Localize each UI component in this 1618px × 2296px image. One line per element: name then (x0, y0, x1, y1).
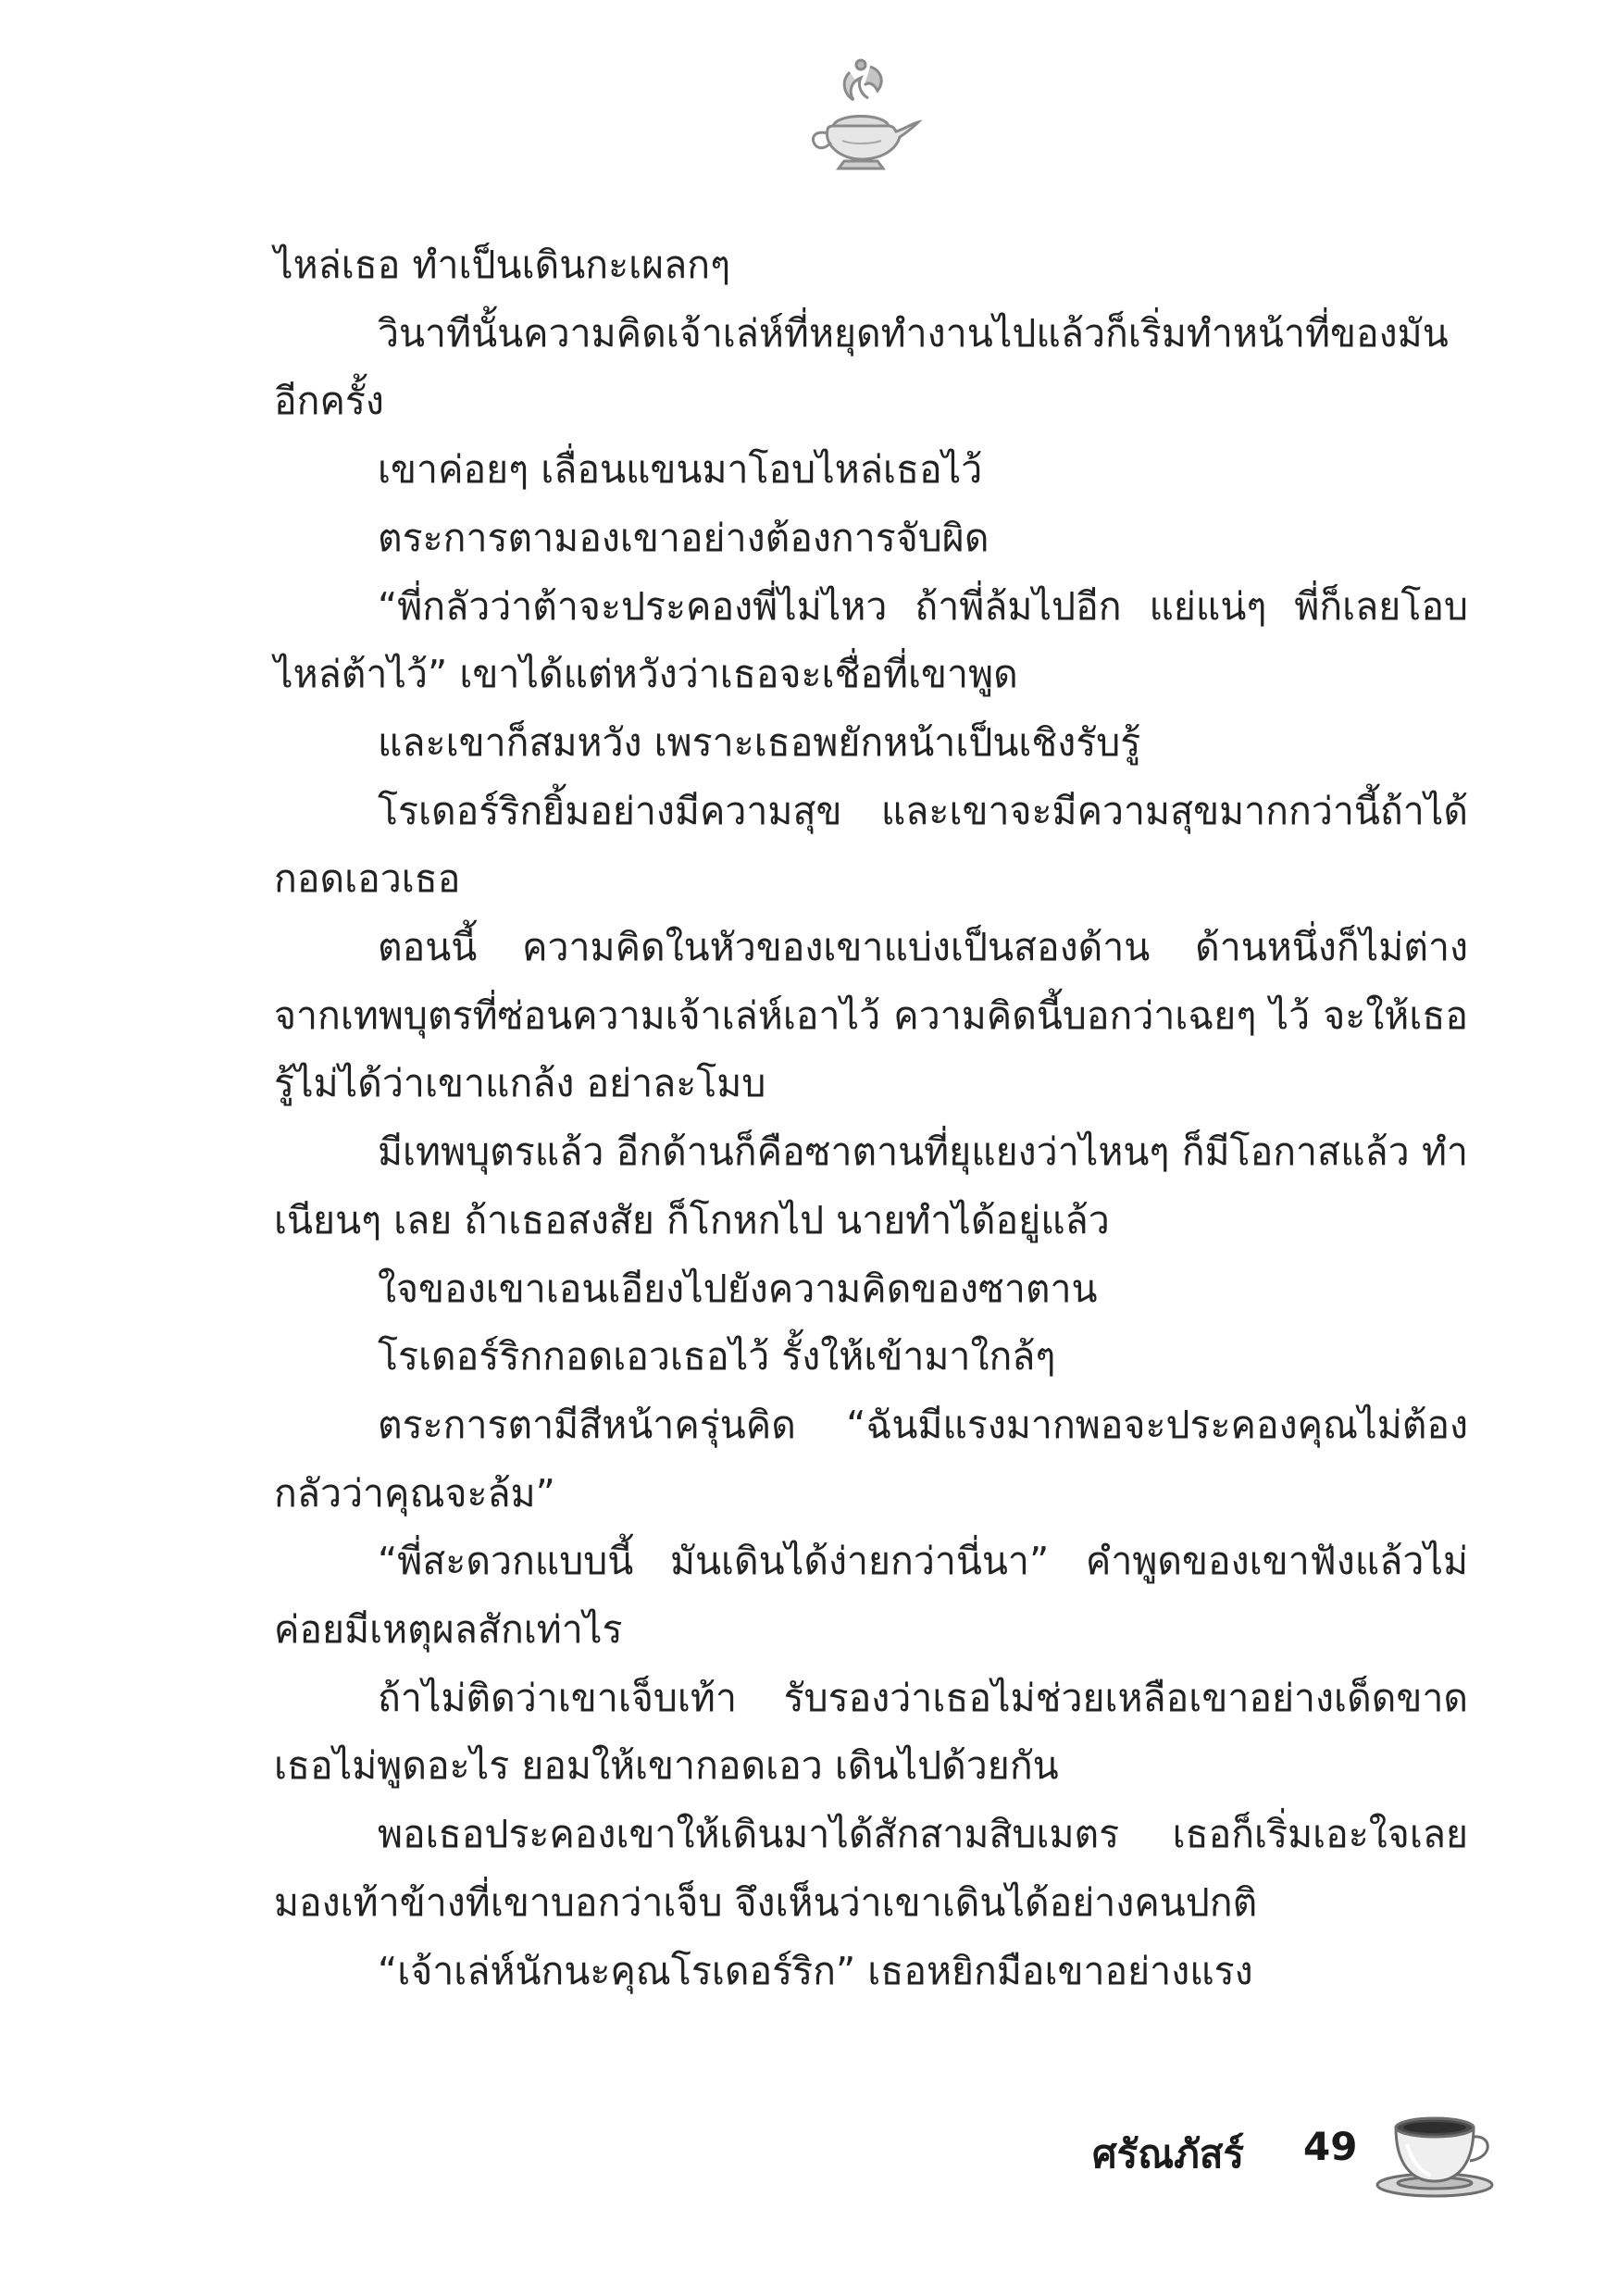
paragraph: มีเทพบุตรแล้ว อีกด้านก็คือซาตานที่ยุแยงว่าไหนๆ ก็มีโอกาสแล้ว ทำเนียนๆ เลย ถ้าเธอสงสัย ก็โกหกไป นายทำได้อยู่แล้ว (274, 1129, 1468, 1242)
paragraph: วินาทีนั้นความคิดเจ้าเล่ห์ที่หยุดทำงานไปแล้วก็เริ่มทำหน้าที่ของมันอีกครั้ง (274, 310, 1449, 424)
paragraph: โรเดอร์ริกกอดเอวเธอไว้ รั้งให้เข้ามาใกล้ๆ (378, 1334, 1056, 1379)
coffee-cup-icon (1370, 2107, 1500, 2200)
page-number: 49 (1303, 2124, 1358, 2169)
paragraph: เขาค่อยๆ เลื่อนแขนมาโอบไหล่เธอไว้ (378, 447, 983, 493)
paragraph: “พี่สะดวกแบบนี้ มันเดินได้ง่ายกว่านี่นา” คำพูดของเขาฟังแล้วไม่ค่อยมีเหตุผลสักเท่าไร (274, 1539, 1468, 1653)
paragraph: ไหล่เธอ ทำเป็นเดินกะเผลกๆ (274, 243, 731, 287)
paragraph: และเขาก็สมหวัง เพราะเธอพยักหน้าเป็นเชิงรับรู้ (378, 719, 1141, 765)
paragraph: พอเธอประคองเขาให้เดินมาได้สักสามสิบเมตร เธอก็เริ่มเอะใจเลยมองเท้าข้างที่เขาบอกว่าเจ็บ จึงเห็นว่าเขาเดินได้อย่างคนปกติ (274, 1812, 1468, 1925)
paragraph: “พี่กลัวว่าต้าจะประคองพี่ไม่ไหว ถ้าพี่ล้มไปอีก แย่แน่ๆ พี่ก็เลยโอบไหล่ต้าไว้” เขาได้แต่หวังว่าเธอจะเชื่อที่เขาพูด (274, 583, 1468, 697)
story-text (274, 231, 1468, 2005)
paragraph: ตอนนี้ ความคิดในหัวของเขาแบ่งเป็นสองด้าน ด้านหนึ่งก็ไม่ต่างจากเทพบุตรที่ซ่อนความเจ้าเล่ห์เอาไว้ ความคิดนี้บอกว่าเฉยๆ ไว้ จะให้เธอรู้ไม่ได้ว่าเขาแกล้ง อย่าละโมบ (274, 925, 1468, 1106)
author-name: ศรัณภัสร์ (1092, 2131, 1245, 2177)
page-footer (1092, 2107, 1500, 2209)
paragraph: ถ้าไม่ติดว่าเขาเจ็บเท้า รับรองว่าเธอไม่ช่วยเหลือเขาอย่างเด็ดขาด เธอไม่พูดอะไร ยอมให้เขากอดเอว เดินไปด้วยกัน (274, 1675, 1468, 1789)
paragraph: ตระการตามีสีหน้าครุ่นคิด “ฉันมีแรงมากพอจะประคองคุณไม่ต้องกลัวว่าคุณจะล้ม” (274, 1402, 1468, 1516)
paragraph: ใจของเขาเอนเอียงไปยังความคิดของซาตาน (378, 1266, 1098, 1311)
paragraph: โรเดอร์ริกยิ้มอย่างมีความสุข และเขาจะมีความสุขมากกว่านี้ถ้าได้กอดเอวเธอ (274, 788, 1468, 902)
genie-lamp-icon (796, 54, 926, 183)
paragraph: ตระการตามองเขาอย่างต้องการจับผิด (378, 515, 989, 560)
paragraph: “เจ้าเล่ห์นักนะคุณโรเดอร์ริก” เธอหยิกมือเขาอย่างแรง (378, 1948, 1253, 1993)
